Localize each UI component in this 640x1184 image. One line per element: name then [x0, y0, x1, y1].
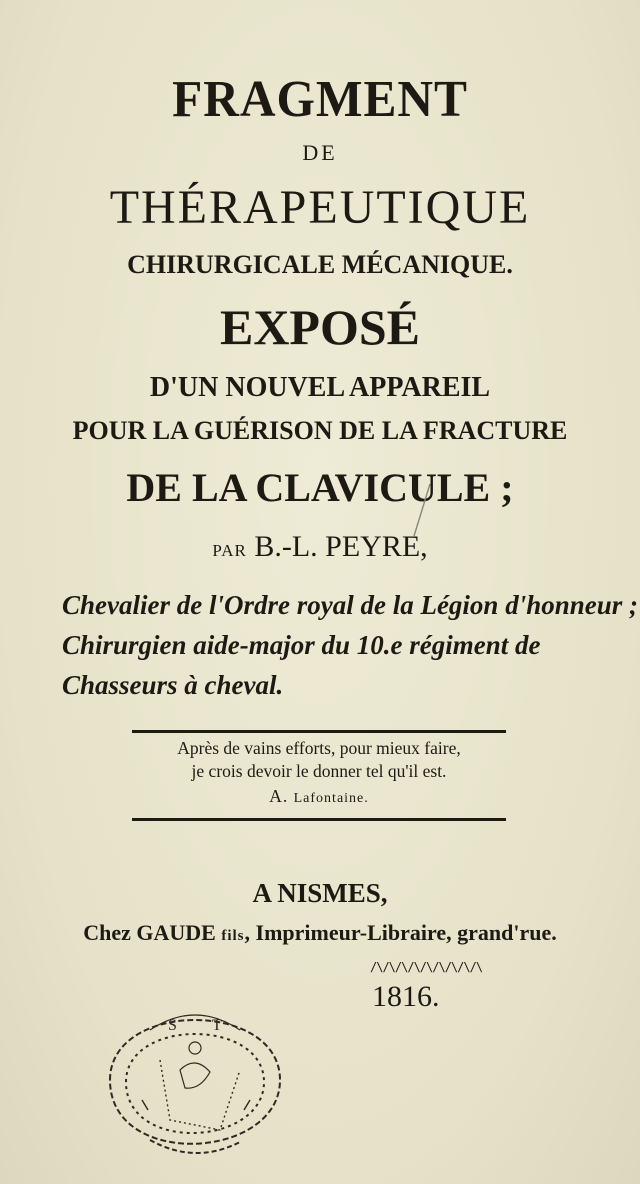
- title-clavicule: DE LA CLAVICULE ;: [126, 465, 514, 510]
- title-expose: EXPOSÉ: [219, 299, 421, 355]
- imprint-place: A NISMES,: [252, 878, 388, 908]
- svg-text:S: S: [168, 1017, 179, 1034]
- ornament-rule: /\/\/\/\/\/\/\/\/\: [370, 960, 483, 974]
- title-fragment: FRAGMENT: [172, 71, 468, 128]
- title-guerison: POUR LA GUÉRISON DE LA FRACTURE: [72, 416, 568, 445]
- imprint-year: 1816.: [372, 980, 440, 1013]
- imprint-publisher: [0, 920, 640, 946]
- imprint-publisher-prefix: Chez GAUDE: [83, 920, 216, 945]
- author-line: [0, 530, 640, 564]
- author-prefix: PAR: [212, 541, 247, 560]
- epigraph-rule-bottom: [132, 818, 506, 821]
- epigraph-line-2: je crois devoir le donner tel qu'il est.: [191, 761, 447, 781]
- author-name: B.-L. PEYRE,: [254, 530, 428, 563]
- title-de: DE: [302, 140, 338, 165]
- library-seal-icon: [90, 960, 300, 1184]
- epigraph-attribution: [132, 786, 506, 807]
- epigraph-attribution-name: Lafontaine.: [293, 791, 369, 806]
- title-chirurgicale: CHIRURGICALE MÉCANIQUE.: [127, 250, 513, 279]
- title-therapeutique: THÉRAPEUTIQUE: [109, 181, 531, 234]
- svg-text:T: T: [212, 1017, 224, 1034]
- epigraph-rule-top: [132, 730, 506, 733]
- imprint-publisher-rest: , Imprimeur-Libraire, grand'rue.: [244, 920, 557, 945]
- author-credential-1: Chevalier de l'Ordre royal de la Légion d'honneur ;: [62, 590, 638, 620]
- author-credential-2: Chirurgien aide-major du 10.e régiment de: [62, 630, 541, 660]
- epigraph-attribution-initial: A.: [269, 786, 289, 806]
- imprint-publisher-fils: fils: [221, 928, 245, 944]
- author-credential-3: Chasseurs à cheval.: [62, 670, 284, 700]
- title-nouvel-appareil: D'UN NOUVEL APPAREIL: [149, 372, 491, 403]
- epigraph-line-1: Après de vains efforts, pour mieux faire,: [177, 738, 461, 758]
